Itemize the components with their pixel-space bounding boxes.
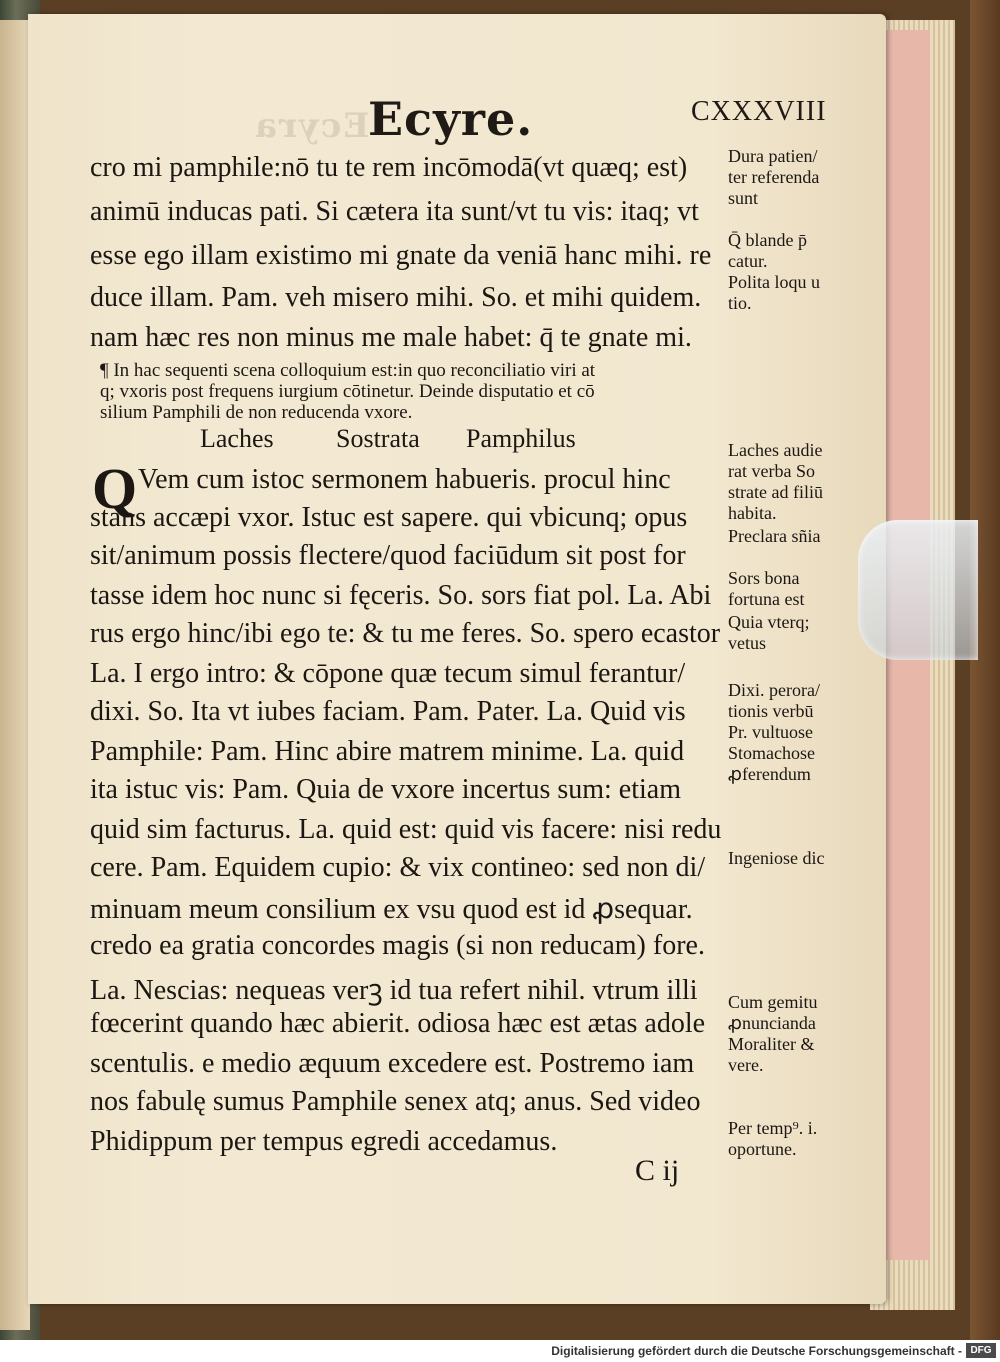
text-line: dixi. So. Ita vt iubes faciam. Pam. Pater. La. Quid vis <box>90 696 686 727</box>
marginal-note-line: strate ad filiū <box>728 482 823 502</box>
text-line: cro mi pamphile:nō tu te rem incōmodā(vt quæq; est) <box>90 152 688 183</box>
speaker-laches: Laches <box>200 424 274 453</box>
marginal-note <box>728 440 858 524</box>
text-line: stans accæpi vxor. Istuc est sapere. qui vbicunq; opus <box>90 502 688 533</box>
marginal-note-line: tionis verbū <box>728 701 814 721</box>
marginal-note <box>728 1034 858 1076</box>
marginal-note <box>728 680 858 722</box>
left-page-edge <box>0 20 30 1330</box>
book-cover-edge <box>970 0 1000 1340</box>
marginal-note-line: catur. <box>728 251 768 271</box>
text-line: esse ego illam existimo mi gnate da veniā hanc mihi. re <box>90 240 712 271</box>
marginal-note <box>728 272 858 314</box>
text-line: duce illam. Pam. veh misero mihi. So. et mihi quidem. <box>90 282 702 313</box>
marginal-note-line: ꝓferendum <box>728 764 811 784</box>
text-line: fœcerint quando hæc abierit. odiosa hæc est ætas adole <box>90 1008 706 1039</box>
marginal-note <box>728 526 858 547</box>
text-line: Phidippum per tempus egredi accedamus. <box>90 1126 558 1157</box>
bleed-through-text: Ecyra <box>253 106 370 146</box>
marginal-note <box>728 992 858 1034</box>
speaker-sostrata: Sostrata <box>336 424 420 453</box>
marginal-note-line: Ingeniose dic <box>728 848 825 868</box>
marginal-note <box>728 743 858 785</box>
marginal-note-line: tio. <box>728 293 752 313</box>
marginal-note <box>728 230 858 272</box>
marginal-note-line: Preclara sñia <box>728 526 821 546</box>
running-title: Ecyre. <box>368 92 534 146</box>
text-line: Pamphile: Pam. Hinc abire matrem minime. La. quid <box>90 736 685 767</box>
marginal-note-line: Quia vterq; <box>728 612 810 632</box>
marginal-note-line: ꝓnuncianda <box>728 1013 816 1033</box>
text-line: sit/animum possis flectere/quod faciūdum sit post for <box>90 540 686 571</box>
text-line: cere. Pam. Equidem cupio: & vix contineo: sed non di/ <box>90 852 706 883</box>
argument-line: ¶ In hac sequenti scena colloquium est:in quo reconciliatio viri at <box>100 360 596 381</box>
text-line: Vem cum istoc sermonem habueris. procul hinc <box>138 464 671 495</box>
text-line: animū inducas pati. Si cætera ita sunt/vt tu vis: itaq; vt <box>90 196 699 227</box>
marginal-note <box>728 722 858 743</box>
text-line: ita istuc vis: Pam. Quia de vxore incertus sum: etiam <box>90 774 681 805</box>
marginal-note-line: Polita loqu u <box>728 272 821 292</box>
text-line: nos fabulę sumus Pamphile senex atq; anus. Sed video <box>90 1086 701 1117</box>
marginal-note-line: fortuna est <box>728 589 805 609</box>
marginal-note-line: vere. <box>728 1055 764 1075</box>
speaker-pamphilus: Pamphilus <box>466 424 576 453</box>
marginal-note-line: oportune. <box>728 1139 797 1159</box>
marginal-note <box>728 1118 858 1160</box>
marginal-note-line: Sors bona <box>728 568 800 588</box>
marginal-note-line: Dixi. perora/ <box>728 680 820 700</box>
marginal-note-line: Q̄ blande p̄ <box>728 230 807 250</box>
folio-number: CXXXVIII <box>691 96 827 127</box>
initial-letter: Q <box>92 456 138 521</box>
argument-line: silium Pamphili de non reducenda vxore. <box>100 402 413 423</box>
marginal-note-line: Cum gemitu <box>728 992 818 1012</box>
text-line: rus ergo hinc/ibi ego te: & tu me feres. So. spero ecastor <box>90 618 721 649</box>
signature-mark: C ij <box>635 1154 680 1187</box>
text-line: La. Nescias: nequeas verꝫ id tua refert nihil. vtrum illi <box>90 975 698 1006</box>
marginal-note-line: habita. <box>728 503 777 523</box>
marginal-note-line: Dura patien/ <box>728 146 818 166</box>
text-line: credo ea gratia concordes magis (si non reducam) fore. <box>90 930 705 961</box>
marginal-note <box>728 146 858 209</box>
funding-credit: Digitalisierung gefördert durch die Deutsche Forschungsgemeinschaft - <box>551 1344 962 1358</box>
marginal-note <box>728 848 858 869</box>
marginal-note-line: sunt <box>728 188 759 208</box>
marginal-note-line: Pr. vultuose <box>728 722 814 742</box>
marginal-note-line: Per temp⁹. i. <box>728 1118 818 1138</box>
marginal-note <box>728 568 858 610</box>
marginal-note-line: ter referenda <box>728 167 820 187</box>
text-line: scentulis. e medio æquum excedere est. Postremo iam <box>90 1048 695 1079</box>
text-line: tasse idem hoc nunc si fęceris. So. sors fiat pol. La. Abi <box>90 580 712 611</box>
marginal-note-line: vetus <box>728 633 766 653</box>
marginal-note-line: Stomachose <box>728 743 815 763</box>
text-line: nam hæc res non minus me male habet: q̄ te gnate mi. <box>90 322 692 353</box>
glass-page-clip <box>858 520 978 660</box>
argument-line: q; vxoris post frequens iurgium cōtinetur. Deinde disputatio et cō <box>100 381 595 402</box>
book-page <box>28 14 886 1304</box>
marginal-note-line: rat verba So <box>728 461 815 481</box>
dfg-logo: DFG <box>966 1343 996 1358</box>
marginal-note-line: Moraliter & <box>728 1034 815 1054</box>
text-line: minuam meum consilium ex vsu quod est id ꝓsequar. <box>90 894 693 925</box>
text-line: quid sim facturus. La. quid est: quid vis facere: nisi redu <box>90 814 722 845</box>
marginal-note <box>728 612 858 654</box>
marginal-note-line: Laches audie <box>728 440 823 460</box>
text-line: La. I ergo intro: & cōpone quæ tecum simul ferantur/ <box>90 658 686 689</box>
